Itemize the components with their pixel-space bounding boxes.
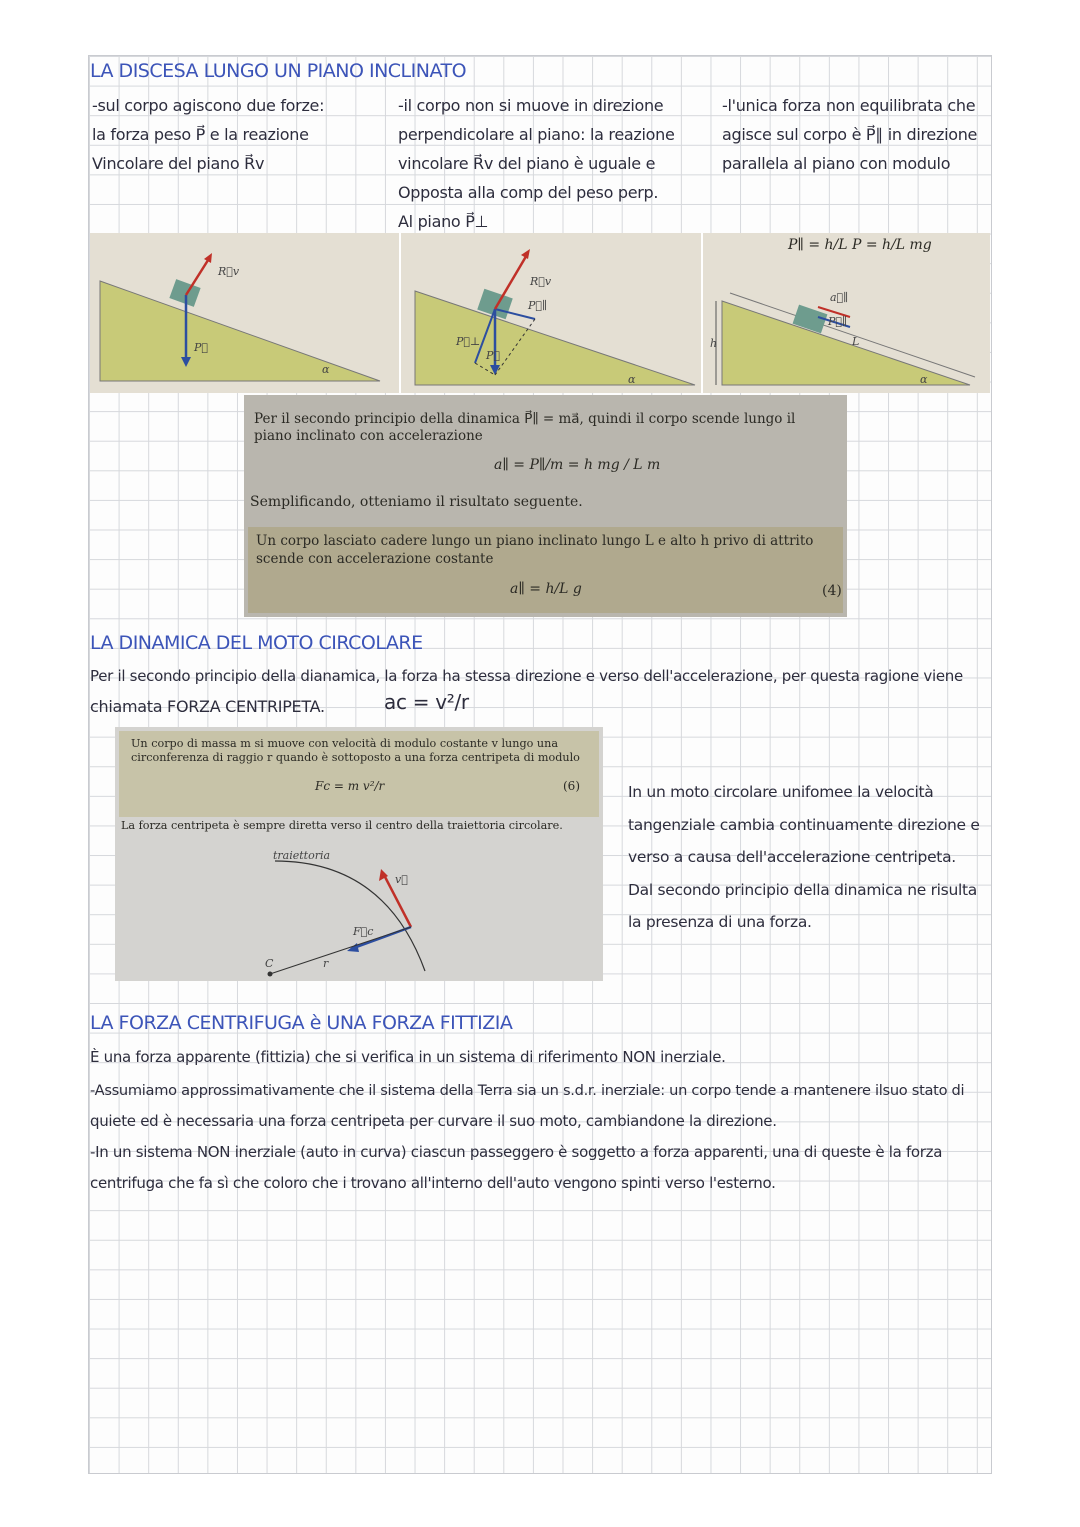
label-alpha-1: α <box>322 363 330 376</box>
book-line-3: Semplificando, otteniamo il risultato seguente. <box>250 494 583 510</box>
label-radius: r <box>323 957 329 970</box>
label-ppar-3: P⃗∥ <box>828 315 848 328</box>
circular-motion-line-1: Per il secondo principio della dianamica, la forza ha stessa direzione e verso dell'accelerazione, per questa ragione viene <box>90 667 963 685</box>
section-title-centrifugal: LA FORZA CENTRIFUGA è UNA FORZA FITTIZIA <box>90 1012 513 1034</box>
inclined-plane-figure <box>90 233 990 393</box>
book-formula-2: a∥ = h/L g <box>510 581 582 597</box>
label-centripetal-force: F⃗c <box>353 925 374 938</box>
book-excerpt-centripetal <box>115 727 603 981</box>
centrifugal-line-2: -Assumiamo approssimativamente che il sistema della Terra sia un s.d.r. inerziale: un corpo tende a mantenere ilsuo stato di <box>90 1082 965 1099</box>
circular-motion-line-2: chiamata FORZA CENTRIPETA. <box>90 697 325 716</box>
inclined-plane-diagrams <box>90 233 990 393</box>
label-alpha-2: α <box>628 373 636 386</box>
label-pperp: P⃗⊥ <box>456 335 481 348</box>
centrifugal-line-1: È una forza apparente (fittizia) che si verifica in un sistema di riferimento NON inerziale. <box>90 1048 726 1066</box>
label-apar: a⃗∥ <box>830 291 849 304</box>
inclined-plane-note-1: -sul corpo agiscono due forze: la forza peso P⃗ e la reazione Vincolare del piano R⃗v <box>92 96 325 173</box>
book-excerpt-inclined <box>244 395 847 617</box>
circular-trajectory-diagram <box>115 831 603 981</box>
inclined-plane-note-3: -l'unica forza non equilibrata che agisce sul corpo è P⃗∥ in direzione parallela al piano con modulo <box>722 96 978 173</box>
book-centripetal-line-3: La forza centripeta è sempre diretta verso il centro della traiettoria circolare. <box>121 819 563 832</box>
circular-motion-side-note: In un moto circolare unifomee la velocità tangenziale cambia continuamente direzione e verso a causa dell'accelerazione centripeta. Dal secondo principio della dinamica ne risulta la presenza di una forza. <box>628 783 980 931</box>
centrifugal-line-3: quiete ed è necessaria una forza centripeta per curvare il suo moto, cambiandone la direzione. <box>90 1112 777 1130</box>
label-p: P⃗ <box>194 341 209 354</box>
section-title-circular-motion: LA DINAMICA DEL MOTO CIRCOLARE <box>90 632 423 654</box>
centrifugal-line-4: -In un sistema NON inerziale (auto in curva) ciascun passeggero è soggetto a forza apparenti, una di queste è la forza <box>90 1143 943 1161</box>
centrifugal-line-5: centrifuga che fa sì che coloro che i trovano all'interno dell'auto vengono spinti verso l'esterno. <box>90 1174 776 1192</box>
label-rv-2: R⃗v <box>530 275 552 288</box>
book-highlight-box <box>248 527 843 613</box>
book-box-line-1: Un corpo lasciato cadere lungo un piano inclinato lungo L e alto h privo di attrito <box>256 533 814 549</box>
section-title-inclined-plane: LA DISCESA LUNGO UN PIANO INCLINATO <box>90 60 467 82</box>
book-eq-number-4: (4) <box>822 583 842 599</box>
book-line-2: piano inclinato con accelerazione <box>254 428 483 444</box>
label-ppar: P⃗∥ <box>528 299 548 312</box>
book-centripetal-formula: Fc = m v²/r <box>315 779 385 793</box>
book-formula-1: a∥ = P∥/m = h mg / L m <box>494 457 661 473</box>
book-centripetal-line-2: circonferenza di raggio r quando è sottoposto a una forza centripeta di modulo <box>131 751 580 764</box>
book-line-1: Per il secondo principio della dinamica P⃗∥ = ma⃗, quindi il corpo scende lungo il <box>254 411 796 427</box>
label-p-2: P⃗ <box>486 349 501 362</box>
centripetal-formula: ac = v²/r <box>384 690 469 714</box>
label-rv: R⃗v <box>218 265 240 278</box>
book-box-line-2: scende con accelerazione costante <box>256 551 494 567</box>
label-trajectory: traiettoria <box>273 849 331 862</box>
label-center: C <box>265 957 274 970</box>
label-h: h <box>710 337 718 350</box>
book-eq-number-6: (6) <box>563 779 580 793</box>
label-velocity: v⃗ <box>395 873 408 886</box>
label-alpha-3: α <box>920 373 928 386</box>
formula-p-parallel: P∥ = h/L P = h/L mg <box>788 237 932 253</box>
label-l: L <box>852 335 860 348</box>
inclined-plane-note-2: -il corpo non si muove in direzione perpendicolare al piano: la reazione vincolare R⃗v del piano è uguale e Opposta alla comp del peso perp. Al piano P⃗⊥ <box>398 96 675 231</box>
book-centripetal-line-1: Un corpo di massa m si muove con velocità di modulo costante v lungo una <box>131 737 559 750</box>
